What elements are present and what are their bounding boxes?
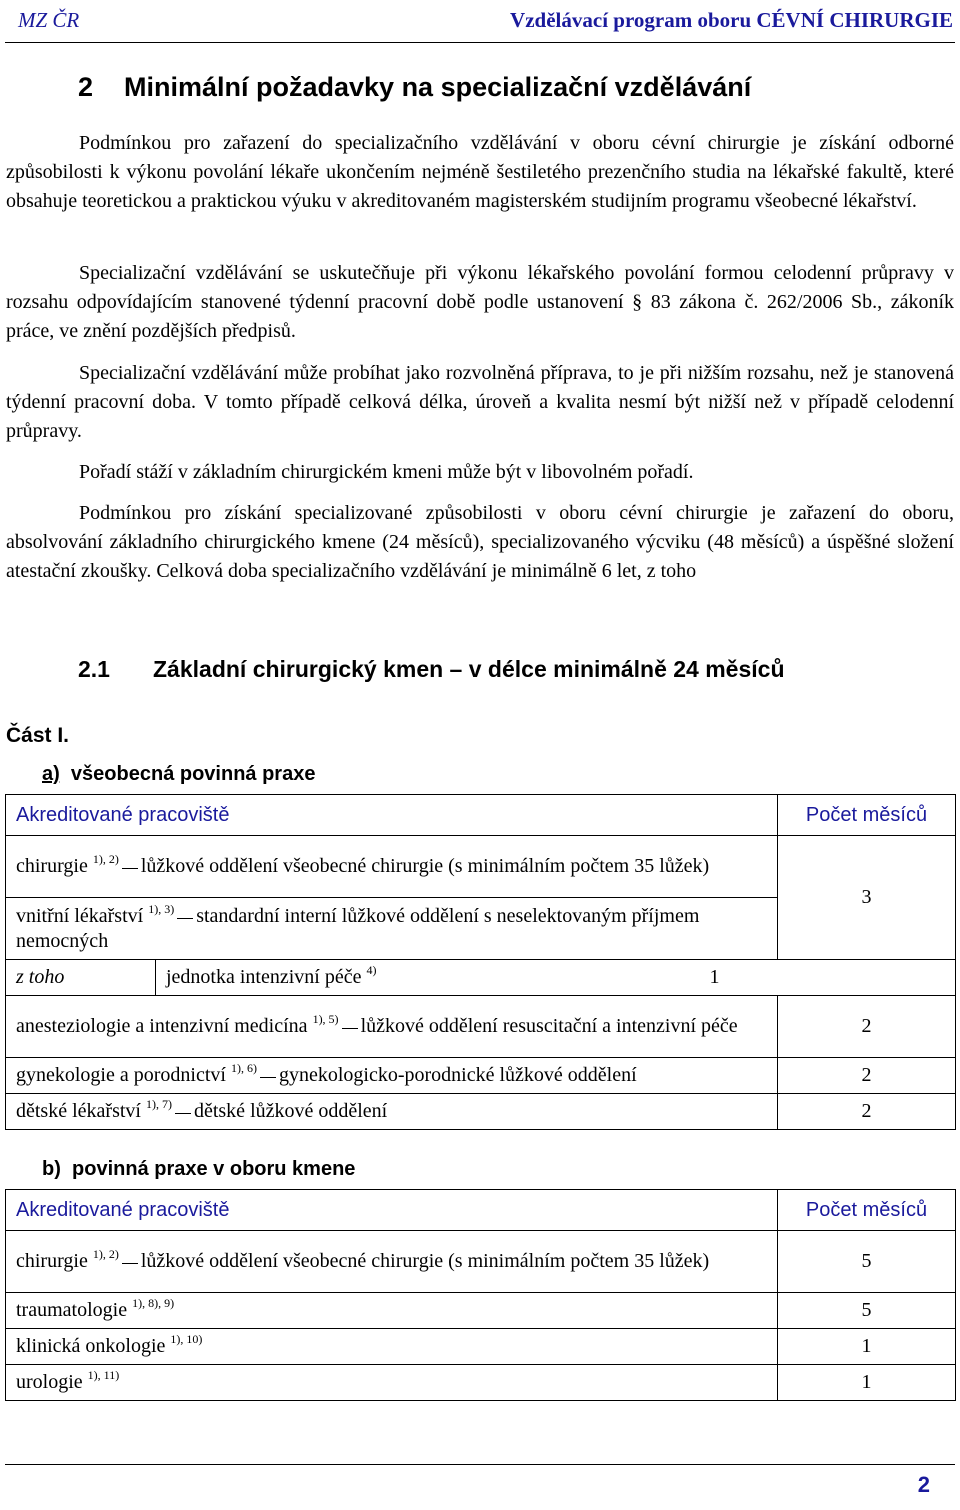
months-cell: 2 xyxy=(778,996,956,1058)
months-cell-empty xyxy=(778,960,956,996)
field-name: klinická onkologie xyxy=(16,1335,166,1357)
workplace-cell xyxy=(6,836,778,898)
table-a-title: všeobecná povinná praxe xyxy=(70,763,316,785)
table-b-title: povinná praxe v oboru kmene xyxy=(72,1158,356,1180)
footnote-ref: 1), 2) xyxy=(92,1247,119,1261)
footnote-ref: 1), 6) xyxy=(230,1061,257,1075)
field-name: traumatologie xyxy=(16,1299,128,1321)
page-number: 2 xyxy=(917,1472,930,1497)
table-row xyxy=(6,1094,956,1130)
col-header-months: Počet měsíců xyxy=(778,795,956,836)
paragraph-4: Pořadí stáží v základním chirurgickém kmeni může být v libovolném pořadí. xyxy=(79,461,694,483)
field-description: standardní interní lůžkové oddělení s neselektovaným příjmem nemocných xyxy=(16,904,700,952)
footnote-ref: 1), 2) xyxy=(92,852,119,866)
workplace-cell xyxy=(6,996,778,1058)
subsection-heading xyxy=(78,656,785,683)
field-name: anesteziologie a intenzivní medicína xyxy=(16,1015,308,1037)
footnote-ref: 1), 10) xyxy=(170,1332,203,1346)
paragraph-1: Podmínkou pro zařazení do specializačního vzdělávání v oboru cévní chirurgie je získání odborné způsobilosti k výkonu povolání lékaře ukončením nejméně šestiletého prezenčního studia na lékařské fakultě, které obsahuje teoretickou a praktickou výuku v akreditovaném magisterském studijním programu všeobecné lékařství. xyxy=(6,132,954,212)
workplace-cell xyxy=(156,960,778,996)
section-number: 2 xyxy=(78,72,94,102)
footer-divider xyxy=(5,1464,955,1465)
field-description: gynekologicko-porodnické lůžkové oddělení xyxy=(278,1064,637,1086)
field-name: chirurgie xyxy=(16,1250,88,1272)
paragraph-5: Podmínkou pro získání specializované způsobilosti v oboru cévní chirurgie je zařazení do oboru, absolvování základního chirurgického kmene (24 měsíců), specializovaného výcviku (48 měsíců) a úspěšné složení atestační zkoušky. Celková doba specializačního vzdělávání je minimálně 6 let, z toho xyxy=(6,502,954,582)
workplace-cell xyxy=(6,898,778,960)
field-description: lůžkové oddělení všeobecné chirurgie (s minimálním počtem 35 lůžek) xyxy=(140,1250,710,1272)
dash-separator xyxy=(260,1077,276,1078)
workplace-cell xyxy=(6,1365,778,1401)
table-general-practice xyxy=(5,794,956,1130)
table-row xyxy=(6,836,956,898)
table-row xyxy=(6,1365,956,1401)
footnote-ref: 4) xyxy=(366,963,377,977)
field-description: lůžkové oddělení resuscitační a intenzivní péče xyxy=(360,1015,738,1037)
footnote-ref: 1), 7) xyxy=(145,1097,172,1111)
table-a-letter: a) xyxy=(42,763,60,785)
workplace-cell xyxy=(6,1231,778,1293)
workplace-cell xyxy=(6,1293,778,1329)
field-description: lůžkové oddělení všeobecné chirurgie (s minimálním počtem 35 lůžek) xyxy=(140,855,710,877)
col-header-workplace: Akreditované pracoviště xyxy=(6,1190,778,1231)
section-title: Minimální požadavky na specializační vzdělávání xyxy=(124,72,752,102)
months-cell: 5 xyxy=(778,1293,956,1329)
col-header-workplace: Akreditované pracoviště xyxy=(6,795,778,836)
months-cell: 3 xyxy=(778,836,956,960)
table-a-heading xyxy=(42,763,315,786)
subsection-title: Základní chirurgický kmen – v délce minimálně 24 měsíců xyxy=(153,656,785,682)
months-cell: 1 xyxy=(778,1365,956,1401)
footnote-ref: 1), 3) xyxy=(148,901,175,916)
table-header-row xyxy=(6,1190,956,1231)
dash-separator xyxy=(177,918,193,919)
table-b-heading xyxy=(42,1158,355,1181)
subsection-number: 2.1 xyxy=(78,656,110,682)
field-description: jednotka intenzivní péče $^{4)}$ xyxy=(166,963,377,988)
section-heading xyxy=(78,72,751,103)
dash-separator xyxy=(122,1263,138,1264)
workplace-cell xyxy=(6,1094,778,1130)
part-label: Část I. xyxy=(6,724,70,747)
paragraph-2: Specializační vzdělávání se uskutečňuje při výkonu lékařského povolání formou celodenní průpravy v rozsahu odpovídajícím stanovené týdenní pracovní době podle ustanovení § 83 zákona č. 262/2006 Sb., zákoník práce, ve znění pozdějších předpisů. xyxy=(6,262,954,342)
workplace-cell xyxy=(6,1329,778,1365)
page-header xyxy=(5,2,955,43)
field-name: vnitřní lékařství xyxy=(16,904,144,927)
table-row xyxy=(6,960,956,996)
field-description: dětské lůžkové oddělení xyxy=(193,1100,388,1122)
footnote-ref: 1), 5) xyxy=(312,1012,339,1026)
table-row xyxy=(6,1058,956,1094)
table-row xyxy=(6,996,956,1058)
table-row xyxy=(6,1293,956,1329)
dash-separator xyxy=(342,1028,358,1029)
footnote-ref: 1), 8), 9) xyxy=(132,1296,175,1310)
field-name: chirurgie xyxy=(16,855,88,877)
table-header-row xyxy=(6,795,956,836)
workplace-cell xyxy=(6,1058,778,1094)
dash-separator xyxy=(122,868,138,869)
paragraph-3: Specializační vzdělávání může probíhat jako rozvolněná příprava, to je při nižším rozsahu, než je stanovená týdenní pracovní doba. V tomto případě celková délka, úroveň a kvalita nesmí být nižší než v případě celodenní průpravy. xyxy=(6,362,954,442)
subset-label: z toho xyxy=(6,960,156,996)
field-name: gynekologie a porodnictví xyxy=(16,1064,226,1086)
months-cell: 5 xyxy=(778,1231,956,1293)
months-cell: 1 xyxy=(778,1329,956,1365)
header-ministry: MZ ČR xyxy=(18,8,80,32)
field-name: urologie xyxy=(16,1371,83,1393)
footnote-ref: 1), 11) xyxy=(87,1368,120,1382)
months-value: 1 xyxy=(709,966,720,988)
months-cell: 2 xyxy=(778,1094,956,1130)
months-cell: 2 xyxy=(778,1058,956,1094)
col-header-months: Počet měsíců xyxy=(778,1190,956,1231)
table-stem-practice xyxy=(5,1189,956,1401)
table-row xyxy=(6,1329,956,1365)
table-row xyxy=(6,1231,956,1293)
dash-separator xyxy=(175,1113,191,1114)
field-name: dětské lékařství xyxy=(16,1100,141,1122)
header-program-title: Vzdělávací program oboru CÉVNÍ CHIRURGIE xyxy=(510,8,953,32)
table-b-letter: b) xyxy=(42,1158,61,1180)
